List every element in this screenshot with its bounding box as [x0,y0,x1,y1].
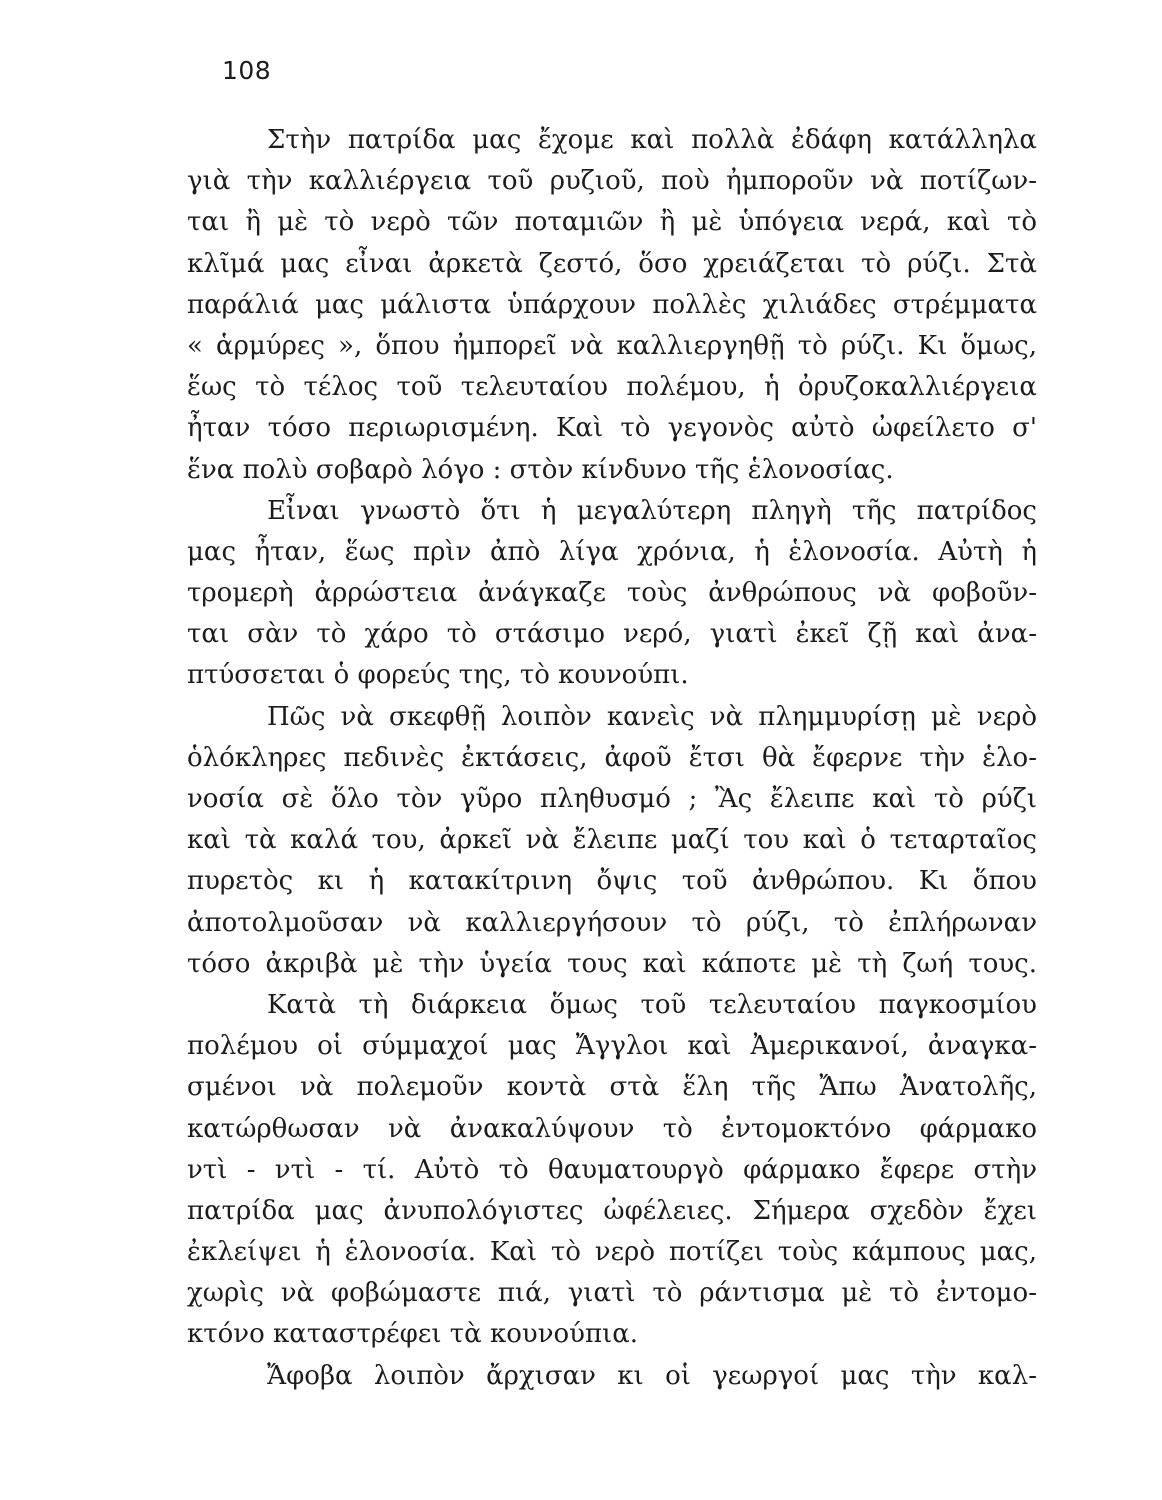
text-line: Πῶς νὰ σκεφθῇ λοιπὸν κανεὶς νὰ πλημμυρίσῃ μὲ νερὸ [267,701,1037,732]
text-line: ἦταν τόσο περιωρισμένη. Καὶ τὸ γεγονὸς αὐτὸ ὠφείλετο σ' [187,413,1037,444]
text-line: κτόνο καταστρέφει τὰ κουνούπια. [187,1319,639,1350]
text-line: ἕως τὸ τέλος τοῦ τελευταίου πολέμου, ἡ ὀρυζοκαλλιέργεια [187,372,1037,403]
page-number: 108 [222,56,272,85]
text-line: καὶ τὰ καλά του, ἀρκεῖ νὰ ἔλειπε μαζί του καὶ ὁ τεταρταῖος [187,825,1037,856]
text-line: ντὶ - ντὶ - τί. Αὐτὸ τὸ θαυματουργὸ φάρμακο ἔφερε στὴν [187,1154,1037,1185]
text-line: ἕνα πολὺ σοβαρὸ λόγο : στὸν κίνδυνο τῆς ἑλονοσίας. [187,454,894,485]
text-line: Στὴν πατρίδα μας ἔχομε καὶ πολλὰ ἐδάφη κατάλληλα [267,125,1037,155]
text-line: πτύσσεται ὁ φορεύς της, τὸ κουνούπι. [187,660,689,691]
text-line: Εἶναι γνωστὸ ὅτι ἡ μεγαλύτερη πληγὴ τῆς πατρίδος [267,495,1037,526]
text-line: ἀποτολμοῦσαν νὰ καλλιεργήσουν τὸ ρύζι, τὸ ἐπλήρωναν [187,907,1037,938]
text-line: ται ἢ μὲ τὸ νερὸ τῶν ποταμιῶν ἢ μὲ ὑπόγεια νερά, καὶ τὸ [187,207,1037,238]
paragraph-3 [187,697,1037,985]
text-line: τόσο ἀκριβὰ μὲ τὴν ὑγεία τους καὶ κάποτε μὲ τὴ ζωή τους. [187,948,1037,979]
body-text [187,120,1037,1397]
paragraph-4 [187,985,1037,1356]
text-line: πυρετὸς κι ἡ κατακίτρινη ὄψις τοῦ ἀνθρώπου. Κι ὅπου [187,866,1037,897]
text-line: πολέμου οἱ σύμμαχοί μας Ἄγγλοι καὶ Ἀμερικανοί, ἀναγκα- [187,1031,1037,1062]
text-line: νοσία σὲ ὅλο τὸν γῦρο πληθυσμό ; Ἂς ἔλειπε καὶ τὸ ρύζι [187,784,1037,814]
paragraph-1 [187,120,1037,491]
paragraph-5 [187,1356,1037,1397]
text-line: ται σὰν τὸ χάρο τὸ στάσιμο νερό, γιατὶ ἐκεῖ ζῇ καὶ ἀνα- [187,619,1037,650]
text-line: χωρὶς νὰ φοβώμαστε πιά, γιατὶ τὸ ράντισμα μὲ τὸ ἐντομο- [187,1278,1037,1309]
text-line: Κατὰ τὴ διάρκεια ὅμως τοῦ τελευταίου παγκοσμίου [267,989,1037,1020]
text-line: μας ἦταν, ἕως πρὶν ἀπὸ λίγα χρόνια, ἡ ἑλονοσία. Αὐτὴ ἡ [187,536,1037,567]
text-line: σμένοι νὰ πολεμοῦν κοντὰ στὰ ἕλη τῆς Ἄπω Ἀνατολῆς, [187,1072,1037,1103]
text-line: κατώρθωσαν νὰ ἀνακαλύψουν τὸ ἐντομοκτόνο φάρμακο [187,1113,1037,1144]
text-line: τρομερὴ ἀρρώστεια ἀνάγκαζε τοὺς ἀνθρώπους νὰ φοβοῦν- [187,578,1037,609]
text-line: πατρίδα μας ἀνυπολόγιστες ὠφέλειες. Σήμερα σχεδὸν ἔχει [187,1195,1037,1226]
text-line: παράλιά μας μάλιστα ὑπάρχουν πολλὲς χιλιάδες στρέμματα [187,289,1037,320]
text-line: γιὰ τὴν καλλιέργεια τοῦ ρυζιοῦ, ποὺ ἠμποροῦν νὰ ποτίζων- [187,166,1037,197]
text-line: « ἁρμύρες », ὅπου ἠμπορεῖ νὰ καλλιεργηθῇ τὸ ρύζι. Κι ὅμως, [187,330,1037,361]
text-line: ὁλόκληρες πεδινὲς ἐκτάσεις, ἀφοῦ ἔτσι θὰ ἔφερνε τὴν ἑλο- [187,742,1037,773]
paragraph-2 [187,491,1037,697]
text-line: Ἄφοβα λοιπὸν ἄρχισαν κι οἱ γεωργοί μας τὴν καλ- [267,1360,1037,1391]
text-line: ἐκλείψει ἡ ἑλονοσία. Καὶ τὸ νερὸ ποτίζει τοὺς κάμπους μας, [187,1237,1037,1268]
text-line: κλῖμά μας εἶναι ἀρκετὰ ζεστό, ὅσο χρειάζεται τὸ ρύζι. Στὰ [187,248,1037,279]
